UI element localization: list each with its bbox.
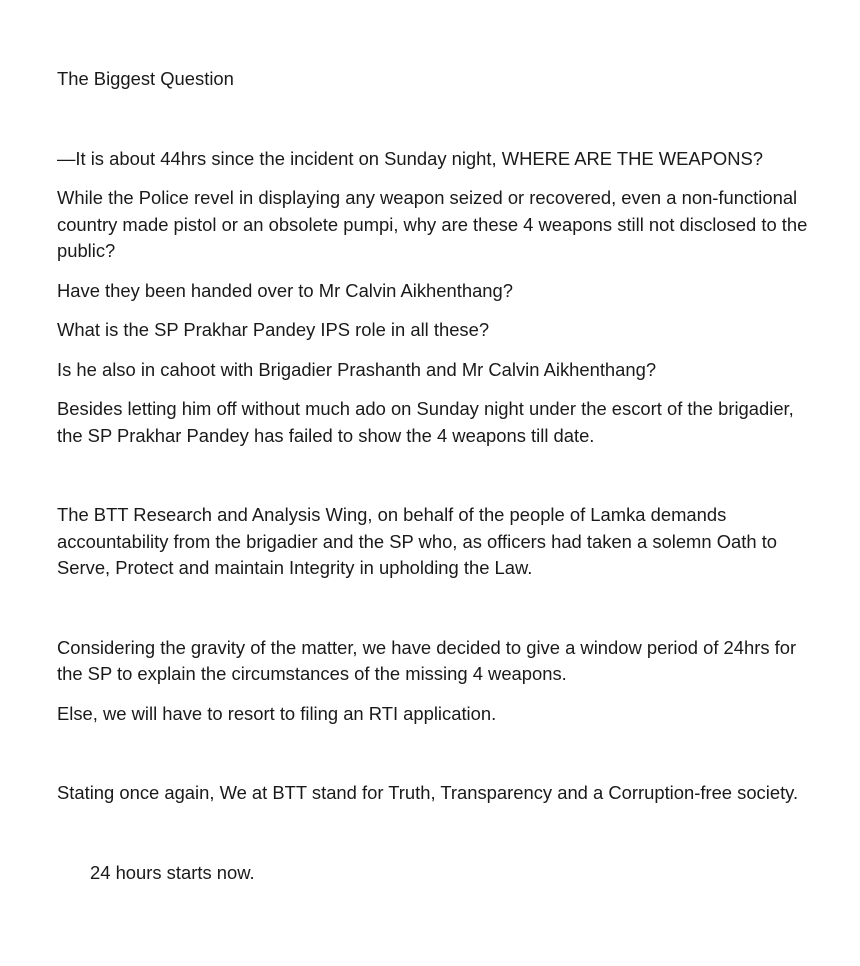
document-title: The Biggest Question (57, 68, 234, 89)
paragraph-escort: Besides letting him off without much ado on Sunday night under the escort of the brigadier, the SP Prakhar Pandey has failed to show the 4 weapons till date. (57, 398, 794, 446)
paragraph-police-display: While the Police revel in displaying any weapon seized or recovered, even a non-functional country made pistol or an obsolete pumpi, why are these 4 weapons still not disclosed to the public? (57, 187, 808, 261)
paragraph-accountability: The BTT Research and Analysis Wing, on behalf of the people of Lamka demands accountability from the brigadier and the SP who, as officers had taken a solemn Oath to Serve, Protect and maintain Integrity in upholding the Law. (57, 504, 778, 578)
paragraph-rti: Else, we will have to resort to filing an RTI application. (57, 702, 497, 724)
paragraph-sp-role: What is the SP Prakhar Pandey IPS role in all these? (57, 319, 490, 340)
paragraph-stating-again: Stating once again, We at BTT stand for Truth, Transparency and a Corruption-free society. (57, 782, 799, 803)
paragraph-countdown: 24 hours starts now. (90, 861, 255, 883)
paragraph-handed-over: Have they been handed over to Mr Calvin Aikhenthang? (57, 279, 513, 301)
paragraph-cahoot: Is he also in cahoot with Brigadier Prashanth and Mr Calvin Aikhenthang? (57, 358, 657, 380)
paragraph-window-period: Considering the gravity of the matter, we have decided to give a window period of 24hrs for the SP to explain the circumstances of the missing 4 weapons. (57, 636, 797, 684)
paragraph-weapons-question: —It is about 44hrs since the incident on Sunday night, WHERE ARE THE WEAPONS? (57, 147, 763, 169)
document-body (57, 66, 809, 886)
